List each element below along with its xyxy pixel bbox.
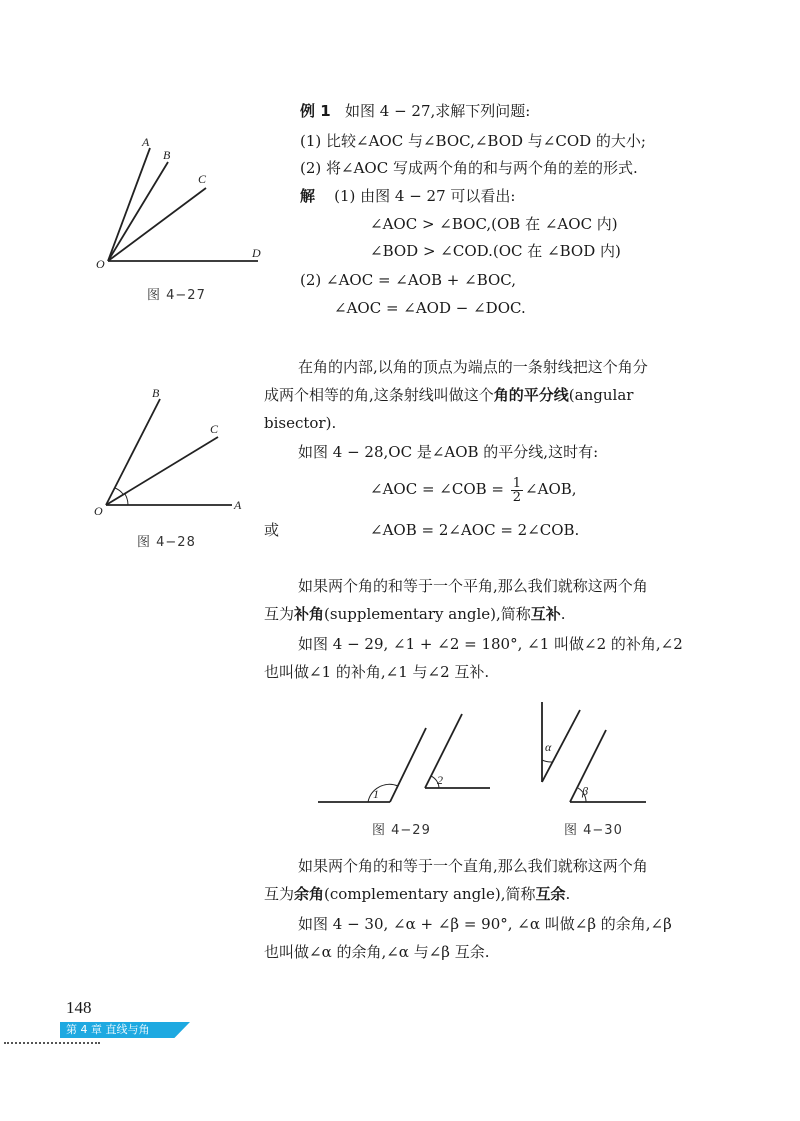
question-1: (1) 比较∠AOC 与∠BOC,∠BOD 与∠COD 的大小; <box>300 132 646 150</box>
supplementary-line-3: 如图 4 − 29, ∠1 + ∠2 = 180°, ∠1 叫做∠2 的补角,∠2 <box>298 635 683 653</box>
fig29-label-1: 1 <box>373 787 379 801</box>
supplementary-line-4: 也叫做∠1 的补角,∠1 与∠2 互补. <box>264 663 490 681</box>
ray-oa <box>108 148 150 261</box>
fraction-denominator: 2 <box>512 489 522 505</box>
complementary-line-2-post: . <box>565 885 571 903</box>
supplementary-line-2-mid: (supplementary angle),简称 <box>324 605 531 623</box>
complementary-line-1: 如果两个角的和等于一个直角,那么我们就称这两个角 <box>298 857 648 875</box>
solution-eq-1: ∠AOC > ∠BOC,(OB 在 ∠AOC 内) <box>370 215 618 233</box>
bisector-eq-1-post: ∠AOB, <box>525 480 577 498</box>
figure-4-30-caption: 图 4−30 <box>564 823 623 838</box>
bisector-line-4: 如图 4 − 28,OC 是∠AOB 的平分线,这时有: <box>298 443 599 461</box>
fig30-label-beta: β <box>582 784 588 798</box>
term-complementary: 余角 <box>294 885 325 903</box>
fraction-numerator: 1 <box>512 475 522 491</box>
fig29-label-2: 2 <box>437 773 443 787</box>
solution-eq-3: (2) ∠AOC = ∠AOB + ∠BOC, <box>300 271 516 289</box>
question-2: (2) 将∠AOC 写成两个角的和与两个角的差的形式. <box>300 159 638 177</box>
fig27-label-a: A <box>142 135 150 149</box>
solution-eq-4: ∠AOC = ∠AOD − ∠DOC. <box>334 299 526 317</box>
figure-4-29 <box>310 708 500 808</box>
arc-cob <box>115 488 123 494</box>
solution-line-1 <box>300 186 515 206</box>
bisector-eq-2: ∠AOB = 2∠AOC = 2∠COB. <box>370 521 580 539</box>
chapter-title: 第 4 章 直线与角 <box>66 1023 150 1036</box>
fig30-label-alpha: α <box>545 740 552 754</box>
figure-4-30 <box>530 698 660 808</box>
figure-4-27-caption: 图 4−27 <box>147 288 206 303</box>
solution-eq-2: ∠BOD > ∠COD.(OC 在 ∠BOD 内) <box>370 242 621 260</box>
fig28-label-o: O <box>94 504 103 518</box>
bisector-line-2-post: (angular <box>568 386 634 404</box>
solution-label: 解 <box>300 187 316 205</box>
fig27-label-b: B <box>163 148 171 162</box>
arc-aoc <box>125 494 128 505</box>
supplementary-line-2-post: . <box>560 605 566 623</box>
example-intro: 如图 4 − 27,求解下列问题: <box>344 102 531 120</box>
bisector-line-1: 在角的内部,以角的顶点为端点的一条射线把这个角分 <box>298 358 648 376</box>
fig28-label-b: B <box>152 386 160 400</box>
ray-ob <box>108 162 168 261</box>
fig30-ray-beta <box>570 730 606 802</box>
term-supplementary-short: 互补 <box>530 605 561 623</box>
fig27-label-o: O <box>96 257 105 271</box>
term-complementary-short: 互余 <box>535 885 566 903</box>
bisector-eq-1 <box>370 474 577 504</box>
figure-4-29-caption: 图 4−29 <box>372 823 431 838</box>
fraction-one-half <box>511 477 523 504</box>
footer-dotted-rule <box>4 1042 100 1044</box>
fig27-label-d: D <box>252 246 261 260</box>
fig28-label-c: C <box>210 422 219 436</box>
page-number: 148 <box>66 998 92 1017</box>
complementary-line-2 <box>264 884 570 904</box>
bisector-eq-1-pre: ∠AOC = ∠COB = <box>370 480 504 498</box>
fig28-label-a: A <box>234 498 242 512</box>
term-supplementary: 补角 <box>294 605 325 623</box>
complementary-line-2-pre: 互为 <box>264 885 295 903</box>
complementary-line-2-mid: (complementary angle),简称 <box>324 885 536 903</box>
figure-4-28 <box>90 385 260 520</box>
term-angle-bisector: 角的平分线 <box>493 386 569 404</box>
example-1-intro-line <box>300 101 530 121</box>
figure-4-28-caption: 图 4−28 <box>137 535 196 550</box>
or-label: 或 <box>264 521 280 539</box>
complementary-line-4: 也叫做∠α 的余角,∠α 与∠β 互余. <box>264 943 490 961</box>
solution-step-1: (1) 由图 4 − 27 可以看出: <box>334 187 516 205</box>
fig29-ray-1 <box>390 728 426 802</box>
bisector-line-2 <box>264 385 633 405</box>
supplementary-line-1: 如果两个角的和等于一个平角,那么我们就称这两个角 <box>298 577 648 595</box>
fig30-arc-alpha <box>542 760 552 762</box>
example-label: 例 1 <box>300 102 331 120</box>
supplementary-line-2-pre: 互为 <box>264 605 295 623</box>
bisector-line-2-pre: 成两个相等的角,这条射线叫做这个 <box>264 386 494 404</box>
bisector-line-3: bisector). <box>264 414 337 432</box>
fig29-ray-2 <box>425 714 462 788</box>
figure-4-27 <box>90 130 270 280</box>
fig27-label-c: C <box>198 172 207 186</box>
ray-oc <box>108 188 206 261</box>
supplementary-line-2 <box>264 604 566 624</box>
complementary-line-3: 如图 4 − 30, ∠α + ∠β = 90°, ∠α 叫做∠β 的余角,∠β <box>298 915 672 933</box>
